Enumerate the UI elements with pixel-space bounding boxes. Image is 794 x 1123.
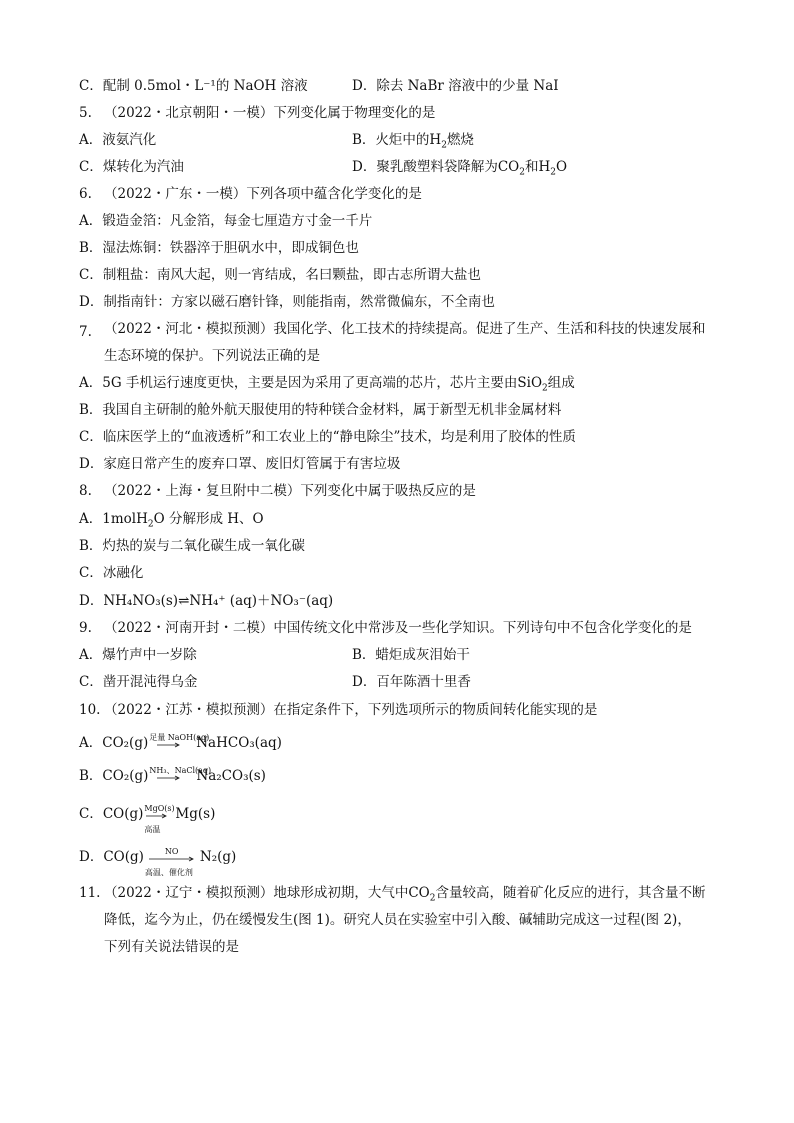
reaction-arrow: NH₃、NaCl(aq) bbox=[149, 767, 195, 787]
q10-option-d[interactable]: D．CO(g) NO 高温、催化剂 N₂(g) bbox=[79, 846, 237, 877]
q4-option-d[interactable]: D．除去 NaBr 溶液中的少量 NaI bbox=[352, 78, 559, 94]
q7-option-c[interactable]: C．临床医学上的“血液透析”和工农业上的“静电除尘”技术，均是利用了胶体的性质 bbox=[79, 429, 576, 445]
reaction-arrow: 足量 NaOH(aq) bbox=[149, 734, 195, 754]
q9-option-c[interactable]: C．凿开混沌得乌金 bbox=[79, 674, 198, 690]
q7-number: 7. bbox=[79, 324, 92, 340]
q10-stem: （2022・江苏・模拟预测）在指定条件下，下列选项所示的物质间转化能实现的是 bbox=[104, 702, 598, 718]
q8-option-b[interactable]: B．灼热的炭与二氧化碳生成一氧化碳 bbox=[79, 538, 305, 554]
q8-option-d[interactable]: D．NH₄NO₃(s)⇌NH₄⁺ (aq)＋NO₃⁻(aq) bbox=[79, 593, 334, 609]
reaction-arrow: MgO(s) 高温 bbox=[144, 803, 175, 834]
q7-stem-line1: （2022・河北・模拟预测）我国化学、化工技术的持续提高。促进了生产、生活和科技的快速发展和 bbox=[104, 321, 706, 337]
q6-stem: （2022・广东・一模）下列各项中蕴含化学变化的是 bbox=[104, 186, 422, 202]
q5-option-c[interactable]: C．煤转化为汽油 bbox=[79, 159, 184, 175]
q10-option-a[interactable]: A．CO₂(g) 足量 NaOH(aq) NaHCO₃(aq) bbox=[79, 733, 282, 754]
q8-option-c[interactable]: C．冰融化 bbox=[79, 565, 144, 581]
q10-option-b[interactable]: B．CO₂(g) NH₃、NaCl(aq) Na₂CO₃(s) bbox=[79, 766, 266, 787]
q11-stem-line2: 降低，迄今为止，仍在缓慢发生(图 1)。研究人员在实验室中引入酸、碱辅助完成这一过程(图 2)， bbox=[104, 912, 691, 928]
q10-option-c[interactable]: C．CO(g) MgO(s) 高温 Mg(s) bbox=[79, 803, 216, 834]
q9-option-d[interactable]: D．百年陈酒十里香 bbox=[352, 674, 471, 690]
q4-option-c[interactable]: C．配制 0.5mol・L⁻¹的 NaOH 溶液 bbox=[79, 78, 308, 94]
q6-number: 6. bbox=[79, 186, 92, 202]
q11-stem-line3: 下列有关说法错误的是 bbox=[104, 939, 239, 955]
q11-number: 11. bbox=[79, 885, 101, 901]
q8-number: 8. bbox=[79, 483, 92, 499]
q5-option-b[interactable]: B．火炬中的$H_2$燃烧 bbox=[352, 132, 474, 151]
q7-option-d[interactable]: D．家庭日常产生的废弃口罩、废旧灯管属于有害垃圾 bbox=[79, 456, 401, 472]
q5-number: 5. bbox=[79, 105, 92, 121]
q7-option-b[interactable]: B．我国自主研制的舱外航天服使用的特种镁合金材料，属于新型无机非金属材料 bbox=[79, 402, 562, 418]
right-arrow-icon bbox=[145, 856, 199, 862]
q6-option-a[interactable]: A．锻造金箔：凡金箔，每金七厘造方寸金一千片 bbox=[79, 213, 373, 229]
right-arrow-icon bbox=[149, 775, 195, 781]
q9-option-a[interactable]: A．爆竹声中一岁除 bbox=[79, 647, 197, 663]
q6-option-d[interactable]: D．制指南针：方家以磁石磨针锋，则能指南，然常微偏东，不全南也 bbox=[79, 294, 495, 310]
q5-stem: （2022・北京朝阳・一模）下列变化属于物理变化的是 bbox=[104, 105, 436, 121]
q10-number: 10. bbox=[79, 702, 101, 718]
q6-option-b[interactable]: B．湿法炼铜：铁器淬于胆矾水中，即成铜色也 bbox=[79, 240, 359, 256]
q7-option-a[interactable]: A．5G 手机运行速度更快，主要是因为采用了更高端的芯片，芯片主要由SiO$_2$组成 bbox=[79, 375, 575, 394]
q5-option-a[interactable]: A．液氨汽化 bbox=[79, 132, 157, 148]
q8-option-a[interactable]: A．1molH$_2$O 分解形成 H、O bbox=[79, 511, 264, 530]
q9-stem: （2022・河南开封・二模）中国传统文化中常涉及一些化学知识。下列诗句中不包含化学变化的是 bbox=[104, 620, 692, 636]
q9-number: 9. bbox=[79, 620, 92, 636]
reaction-arrow: NO 高温、催化剂 bbox=[145, 848, 199, 868]
q9-option-b[interactable]: B．蜡炬成灰泪始干 bbox=[352, 647, 470, 663]
right-arrow-icon bbox=[149, 742, 195, 748]
q7-stem-line2: 生态环境的保护。下列说法正确的是 bbox=[104, 348, 320, 364]
q8-stem: （2022・上海・复旦附中二模）下列变化中属于吸热反应的是 bbox=[104, 483, 476, 499]
q6-option-c[interactable]: C．制粗盐：南风大起，则一宵结成，名曰颗盐，即古志所谓大盐也 bbox=[79, 267, 481, 283]
q5-option-d[interactable]: D．聚乳酸塑料袋降解为$CO_2$和$H_2O$ bbox=[352, 159, 568, 178]
right-arrow-icon bbox=[144, 813, 174, 819]
q11-stem-line1: （2022・辽宁・模拟预测）地球形成初期，大气中$CO_2$含量较高，随着矿化反应的进行，其含量不断 bbox=[104, 885, 706, 904]
